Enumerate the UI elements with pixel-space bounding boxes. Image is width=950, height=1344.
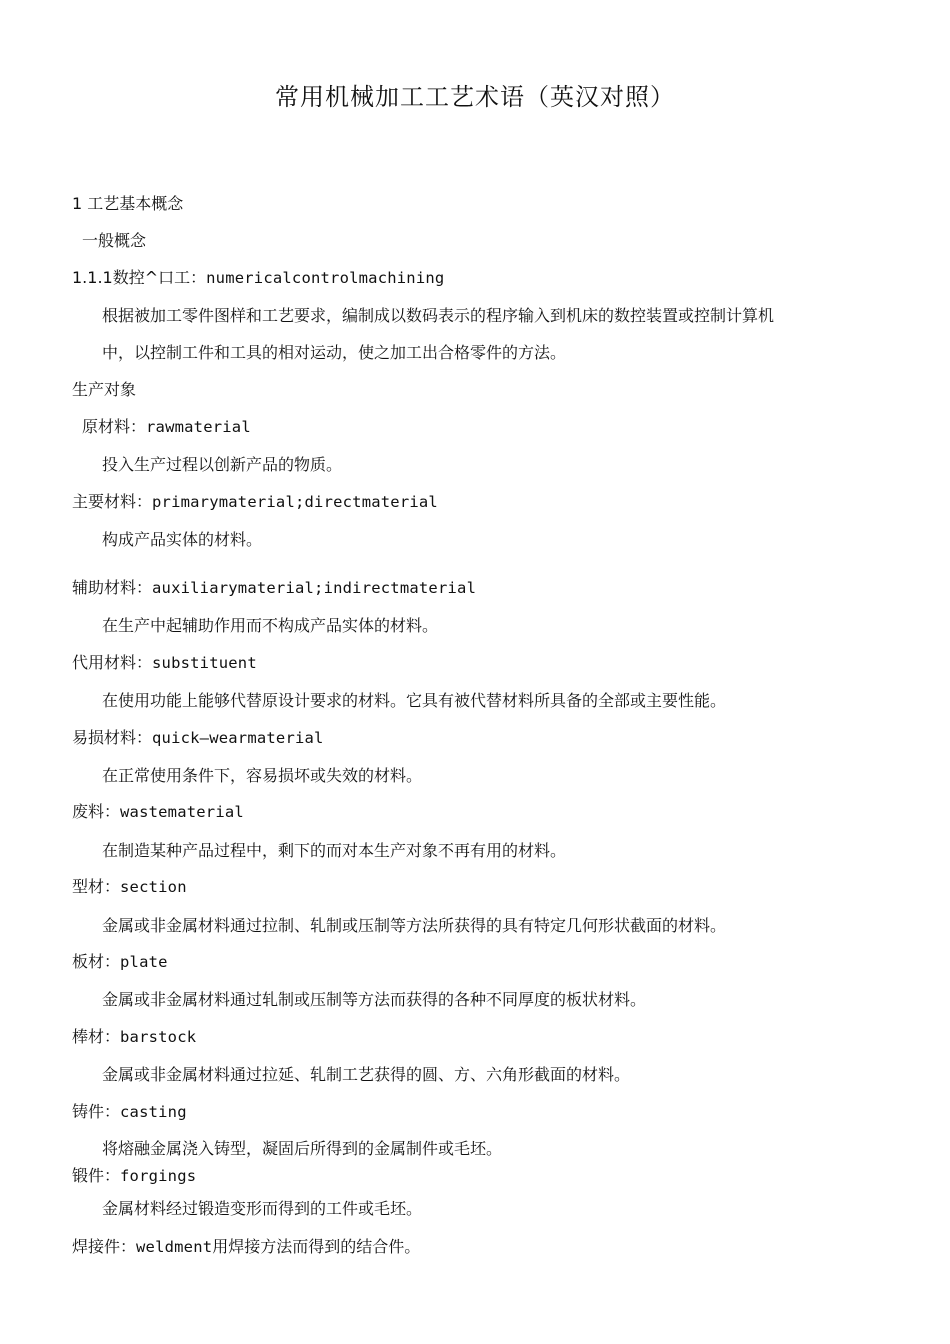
term-definition: 在正常使用条件下，容易损坏或失效的材料。 xyxy=(102,766,423,785)
term-entry xyxy=(82,415,251,439)
term-english: wastematerial xyxy=(120,803,244,821)
term-definition: 在制造某种产品过程中，剩下的而对本生产对象不再有用的材料。 xyxy=(102,841,567,860)
term-label: 主要材料： xyxy=(72,492,153,511)
term-label: 易损材料： xyxy=(72,728,153,747)
term-english: primarymaterial;directmaterial xyxy=(152,493,438,511)
term-definition: 将熔融金属浇入铸型，凝固后所得到的金属制件或毛坯。 xyxy=(102,1139,503,1158)
term-definition: 构成产品实体的材料。 xyxy=(102,530,263,549)
section-heading: 1 工艺基本概念 xyxy=(72,194,184,213)
term-label: 型材： xyxy=(72,877,121,896)
document-title: 常用机械加工工艺术语（英汉对照） xyxy=(275,83,675,111)
term-entry xyxy=(72,576,476,600)
term-definition: 金属或非金属材料通过拉制、轧制或压制等方法所获得的具有特定几何形状截面的材料。 xyxy=(102,916,727,935)
term-entry xyxy=(72,800,244,824)
term-definition: 在生产中起辅助作用而不构成产品实体的材料。 xyxy=(102,616,439,635)
term-definition: 投入生产过程以创新产品的物质。 xyxy=(102,455,343,474)
term-entry xyxy=(72,1100,187,1124)
term-definition: 金属或非金属材料通过轧制或压制等方法而获得的各种不同厚度的板状材料。 xyxy=(102,990,647,1009)
term-entry xyxy=(72,1164,196,1188)
term-label: 原材料： xyxy=(82,417,147,436)
term-english: auxiliarymaterial;indirectmaterial xyxy=(152,579,477,597)
term-english: forgings xyxy=(120,1167,197,1185)
term-definition: 金属或非金属材料通过拉延、轧制工艺获得的圆、方、六角形截面的材料。 xyxy=(102,1065,631,1084)
term-definition: 金属材料经过锻造变形而得到的工件或毛坯。 xyxy=(102,1199,423,1218)
term-definition-continued: 中，以控制工件和工具的相对运动，使之加工出合格零件的方法。 xyxy=(102,343,567,362)
term-label: 废料： xyxy=(72,802,121,821)
term-entry xyxy=(72,490,438,514)
term-definition-inline: 用焊接方法而得到的结合件。 xyxy=(212,1237,421,1256)
term-english: casting xyxy=(120,1103,187,1121)
term-english: barstock xyxy=(120,1028,197,1046)
term-entry xyxy=(72,726,324,750)
term-entry xyxy=(72,651,257,675)
subsection-heading: 一般概念 xyxy=(82,231,147,250)
term-label: 代用材料： xyxy=(72,653,153,672)
term-label: 1.1.1数控^口工： xyxy=(72,268,207,287)
term-label: 辅助材料： xyxy=(72,578,153,597)
term-label: 板材： xyxy=(72,952,121,971)
term-label: 焊接件： xyxy=(72,1237,137,1256)
term-entry xyxy=(72,1025,196,1049)
term-label: 锻件： xyxy=(72,1166,121,1185)
term-english: section xyxy=(120,878,187,896)
term-english: rawmaterial xyxy=(146,418,251,436)
term-definition: 根据被加工零件图样和工艺要求，编制成以数码表示的程序输入到机床的数控装置或控制计算机 xyxy=(102,306,775,325)
term-english: quick—wearmaterial xyxy=(152,729,324,747)
term-definition: 在使用功能上能够代替原设计要求的材料。它具有被代替材料所具备的全部或主要性能。 xyxy=(102,691,727,710)
production-objects-heading: 生产对象 xyxy=(72,380,137,399)
term-english: plate xyxy=(120,953,168,971)
term-label: 铸件： xyxy=(72,1102,121,1121)
term-english: substituent xyxy=(152,654,257,672)
term-entry xyxy=(72,1235,420,1259)
term-entry xyxy=(72,950,168,974)
term-entry xyxy=(72,875,187,899)
term-english: numericalcontrolmachining xyxy=(206,269,445,287)
term-label: 棒材： xyxy=(72,1027,121,1046)
term-english: weldment xyxy=(136,1238,213,1256)
term-entry-numerical-control xyxy=(72,266,444,290)
